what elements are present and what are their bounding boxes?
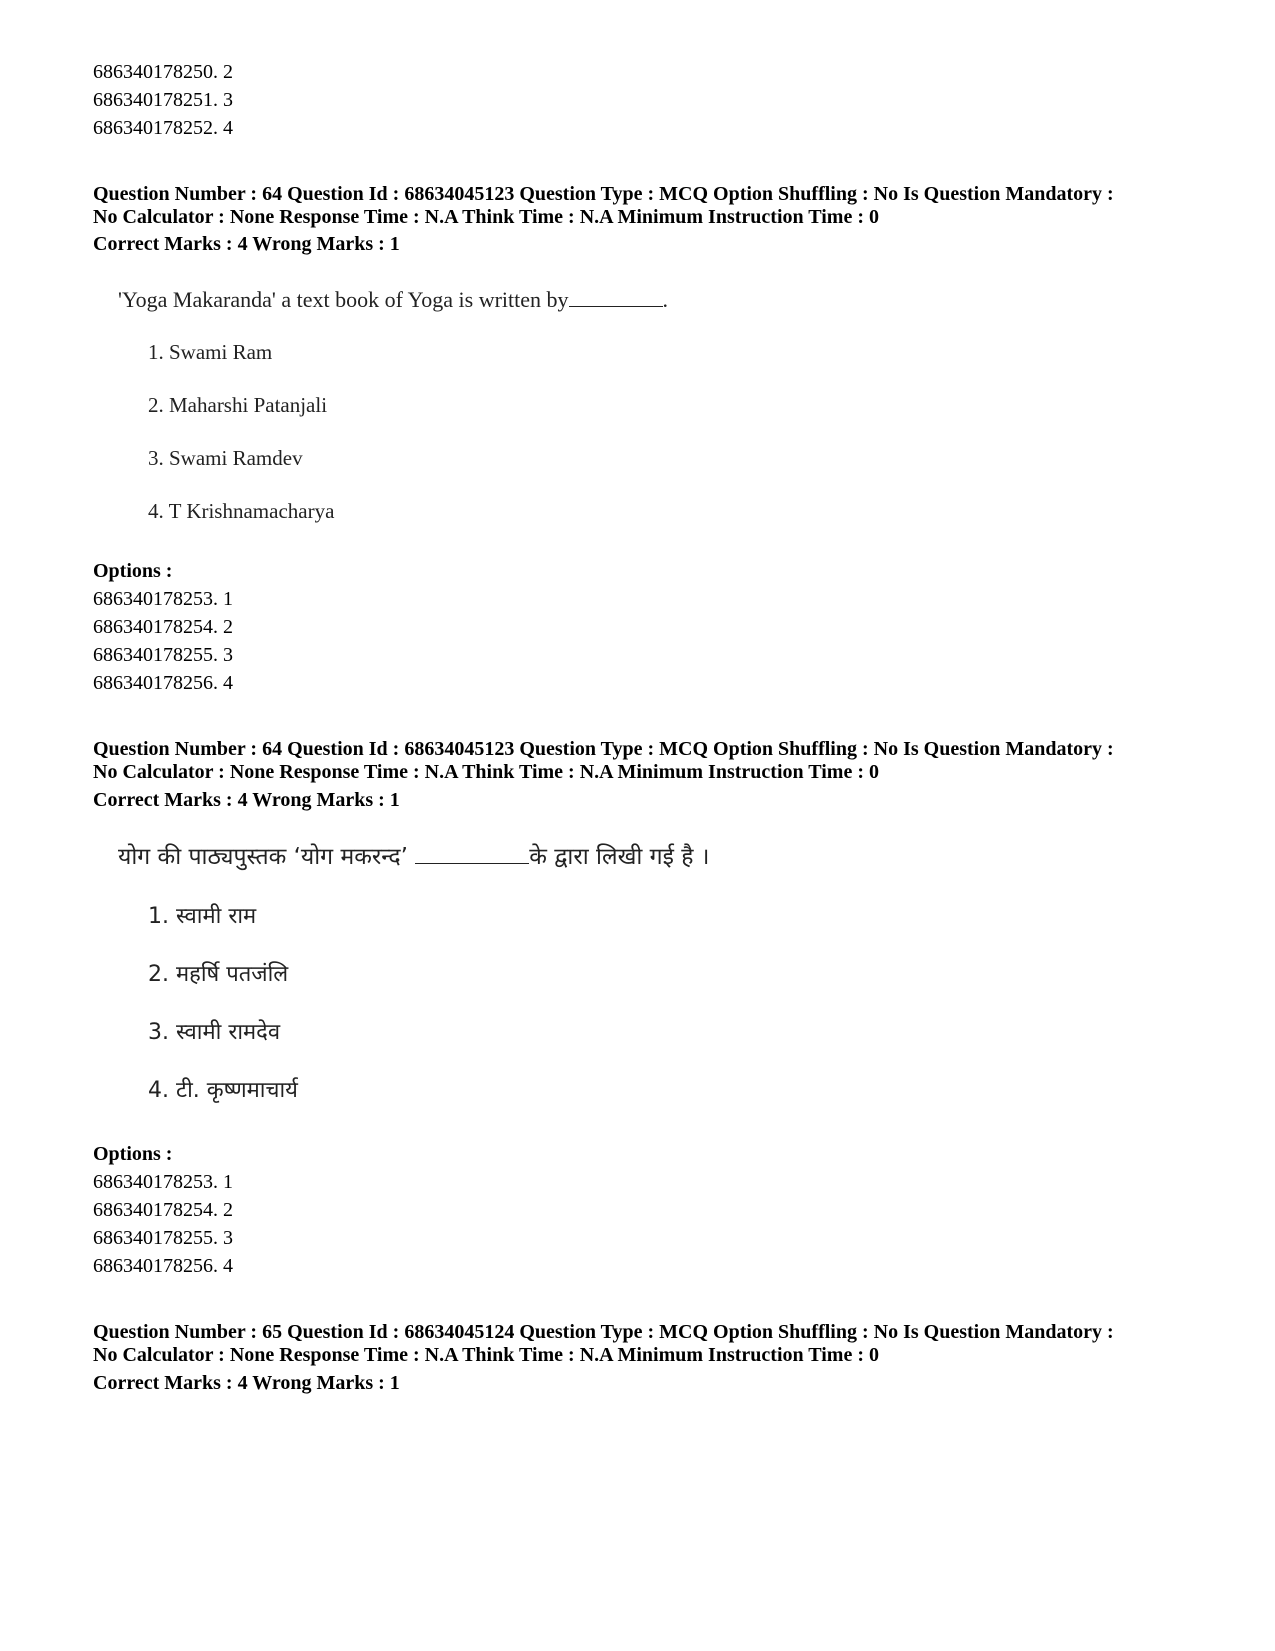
options-label: Options : xyxy=(93,560,173,582)
option-line: 686340178256. 4 xyxy=(93,1255,233,1277)
choice-1: 1. Swami Ram xyxy=(148,340,273,364)
question-text-start: 'Yoga Makaranda' a text book of Yoga is written by xyxy=(118,287,569,312)
choice-4: 4. T Krishnamacharya xyxy=(148,499,335,523)
option-line: 686340178253. 1 xyxy=(93,588,233,610)
answer-blank xyxy=(569,286,663,307)
question-text-end: के द्वारा लिखी गई है । xyxy=(529,844,710,870)
option-line: 686340178255. 3 xyxy=(93,1227,233,1249)
question-marks: Correct Marks : 4 Wrong Marks : 1 xyxy=(93,1372,400,1394)
question-header: Question Number : 65 Question Id : 68634045124 Question Type : MCQ Option Shuffling : No Is Question Mandatory : xyxy=(93,1321,1114,1343)
question-header-cont: No Calculator : None Response Time : N.A Think Time : N.A Minimum Instruction Time : 0 xyxy=(93,1344,879,1366)
choice-2: 2. महर्षि पतजंलि xyxy=(148,962,289,987)
question-header-cont: No Calculator : None Response Time : N.A Think Time : N.A Minimum Instruction Time : 0 xyxy=(93,206,879,228)
choice-2: 2. Maharshi Patanjali xyxy=(148,393,328,417)
answer-blank xyxy=(415,843,529,864)
option-line: 686340178251. 3 xyxy=(93,89,233,111)
option-line: 686340178254. 2 xyxy=(93,616,233,638)
question-header: Question Number : 64 Question Id : 68634045123 Question Type : MCQ Option Shuffling : No Is Question Mandatory : xyxy=(93,738,1114,760)
choice-3: 3. स्वामी रामदेव xyxy=(148,1020,281,1045)
question-marks: Correct Marks : 4 Wrong Marks : 1 xyxy=(93,789,400,811)
option-line: 686340178253. 1 xyxy=(93,1171,233,1193)
question-header-cont: No Calculator : None Response Time : N.A Think Time : N.A Minimum Instruction Time : 0 xyxy=(93,761,879,783)
choice-1: 1. स्वामी राम xyxy=(148,904,257,929)
choice-4: 4. टी. कृष्णमाचार्य xyxy=(148,1078,298,1103)
choice-3: 3. Swami Ramdev xyxy=(148,446,303,470)
question-text-start: योग की पाठ्यपुस्तक ‘योग मकरन्द’ xyxy=(118,844,416,870)
question-text xyxy=(118,286,668,314)
question-text-end: . xyxy=(662,287,669,312)
options-label: Options : xyxy=(93,1143,173,1165)
option-line: 686340178250. 2 xyxy=(93,61,233,83)
question-header: Question Number : 64 Question Id : 68634045123 Question Type : MCQ Option Shuffling : No Is Question Mandatory : xyxy=(93,183,1114,205)
question-text xyxy=(118,843,709,871)
question-marks: Correct Marks : 4 Wrong Marks : 1 xyxy=(93,233,400,255)
option-line: 686340178256. 4 xyxy=(93,672,233,694)
option-line: 686340178254. 2 xyxy=(93,1199,233,1221)
option-line: 686340178255. 3 xyxy=(93,644,233,666)
option-line: 686340178252. 4 xyxy=(93,117,233,139)
